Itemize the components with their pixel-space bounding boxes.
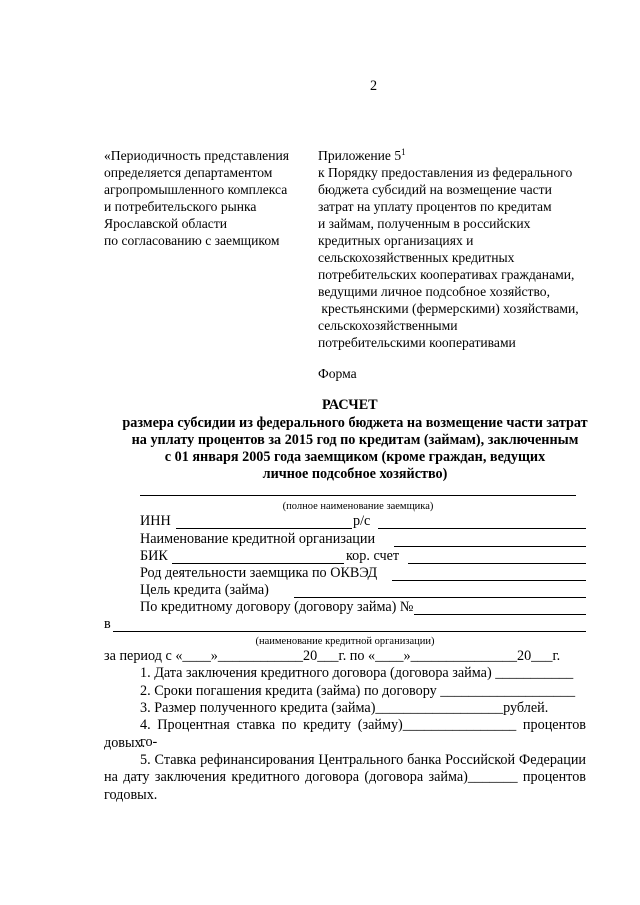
left-note-line: «Периодичность представления xyxy=(104,148,290,163)
left-note-line: по согласованию с заемщиком xyxy=(104,233,280,248)
item-1: 1. Дата заключения кредитного договора (договора займа) ___________ xyxy=(140,665,574,681)
credit-purpose-label: Цель кредита (займа) xyxy=(140,582,269,598)
v-label: в xyxy=(104,616,111,632)
item-2: 2. Сроки погашения кредита (займа) по договору ___________________ xyxy=(140,683,576,699)
inn-field[interactable] xyxy=(176,528,352,529)
item-5-line-2: на дату заключения кредитного договора (договора займа)_______ процентов xyxy=(104,769,586,785)
appendix-line: затрат на уплату процентов по кредитам xyxy=(318,199,552,214)
appendix-line: и займам, полученным в российских xyxy=(318,216,531,231)
org-name-label: Наименование кредитной организации xyxy=(140,531,376,547)
subtitle-line: личное подсобное хозяйство) xyxy=(262,466,448,482)
rs-field[interactable] xyxy=(378,528,586,529)
credit-org-field[interactable] xyxy=(113,631,586,632)
okved-field[interactable] xyxy=(392,580,586,581)
subtitle-line: на уплату процентов за 2015 год по кредитам (займам), заключенным xyxy=(131,432,579,448)
left-note-line: определяется департаментом xyxy=(104,165,273,180)
bik-field[interactable] xyxy=(172,563,344,564)
appendix-line: потребительскими кооперативами xyxy=(318,335,516,350)
item-5-line-1: 5. Ставка рефинансирования Центрального банка Российской Федерации xyxy=(140,752,586,768)
left-note-line: Ярославской области xyxy=(104,216,228,231)
appendix-line: бюджета субсидий на возмещение части xyxy=(318,182,552,197)
page-number: 2 xyxy=(370,78,378,94)
inn-label: ИНН xyxy=(140,513,171,529)
document-title: РАСЧЕТ xyxy=(322,397,378,413)
okved-label: Род деятельности заемщика по ОКВЭД xyxy=(140,565,378,581)
item-4-line-2: довых. xyxy=(104,735,146,751)
subtitle-line: размера субсидии из федерального бюджета на возмещение части затрат xyxy=(122,415,588,431)
contract-number-label: По кредитному договору (договору займа) № xyxy=(140,599,414,615)
period-line: за период с «____»____________20___г. по «____»_______________20___г. xyxy=(104,648,561,664)
appendix-title-superscript: 1 xyxy=(401,147,406,157)
borrower-caption: (полное наименование заемщика) xyxy=(282,501,434,512)
credit-org-caption: (наименование кредитной организации) xyxy=(255,636,435,647)
item-3: 3. Размер полученного кредита (займа)__________________рублей. xyxy=(140,700,549,716)
appendix-line: потребительских кооперативах гражданами, xyxy=(318,267,575,282)
appendix-title xyxy=(318,147,406,164)
item-4-line-1: 4. Процентная ставка по кредиту (займу)________________ процентов го- xyxy=(140,717,586,750)
kor-account-label: кор. счет xyxy=(346,548,400,564)
left-note-line: агропромышленного комплекса xyxy=(104,182,288,197)
appendix-line: сельскохозяйственными xyxy=(318,318,458,333)
appendix-line: кредитных организациях и xyxy=(318,233,474,248)
subtitle-line: с 01 января 2005 года заемщиком (кроме граждан, ведущих xyxy=(164,449,546,465)
appendix-line: ведущими личное подсобное хозяйство, xyxy=(318,284,550,299)
org-name-field[interactable] xyxy=(394,546,586,547)
item-5-line-3: годовых. xyxy=(104,787,158,803)
appendix-line: сельскохозяйственных кредитных xyxy=(318,250,515,265)
borrower-name-field[interactable] xyxy=(140,495,576,496)
kor-account-field[interactable] xyxy=(408,563,586,564)
credit-purpose-field[interactable] xyxy=(294,597,586,598)
left-note-line: и потребительского рынка xyxy=(104,199,257,214)
appendix-title-text: Приложение 5 xyxy=(318,148,402,163)
contract-number-field[interactable] xyxy=(414,614,586,615)
appendix-line: крестьянскими (фермерскими) хозяйствами, xyxy=(318,301,579,316)
form-label: Форма xyxy=(318,366,357,381)
appendix-line: к Порядку предоставления из федерального xyxy=(318,165,573,180)
rs-label: р/с xyxy=(353,513,371,529)
bik-label: БИК xyxy=(140,548,168,564)
